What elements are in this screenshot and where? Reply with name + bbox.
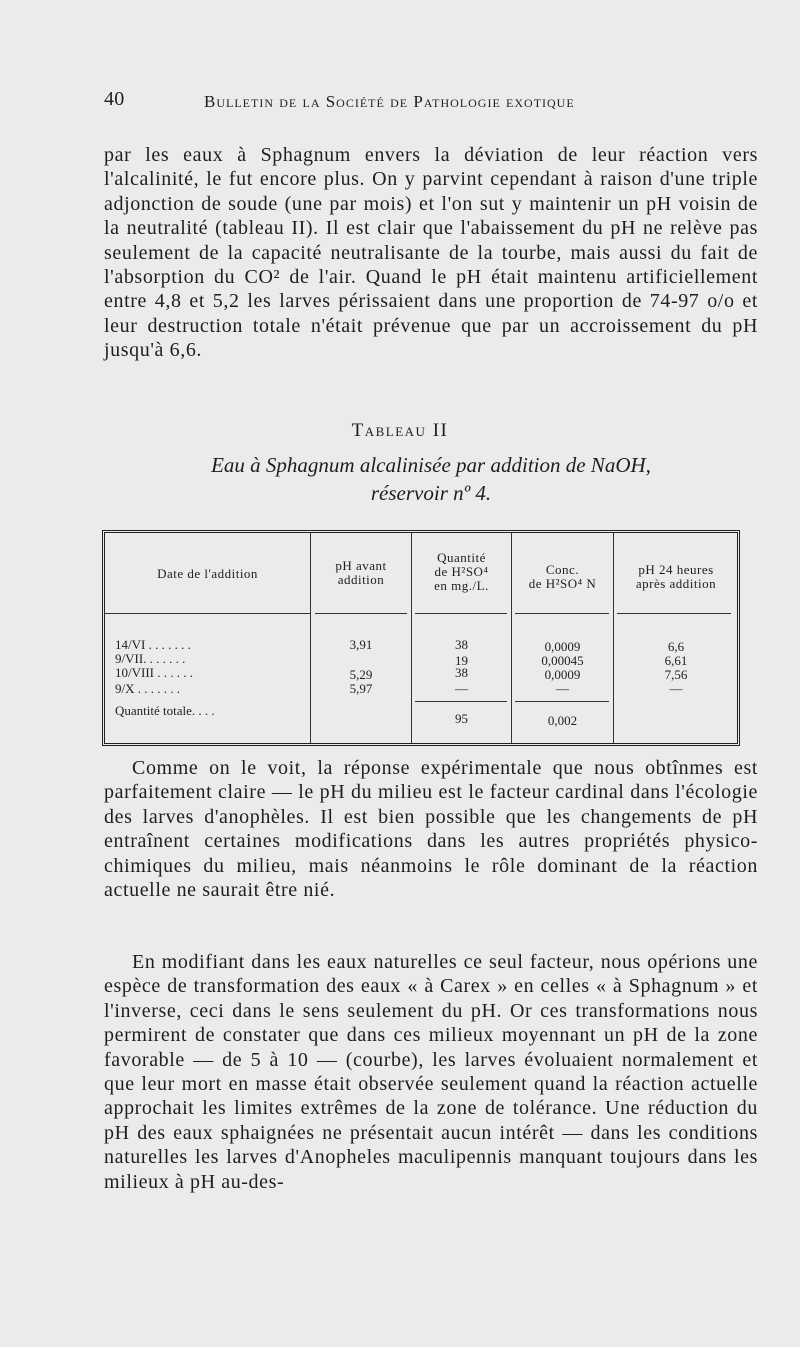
table-cell-date: 14/VI . . . . . . . <box>115 637 191 652</box>
table-cell-ph-after: 7,56 <box>664 667 688 682</box>
table-total-label: Quantité totale. . . . <box>115 703 215 718</box>
table-cell-quantity: 19 <box>455 653 468 668</box>
page-number: 40 <box>104 88 125 110</box>
table-cell-concentration: 0,0009 <box>544 639 581 654</box>
table-cell-ph-before: 5,29 <box>349 667 373 682</box>
paragraph-2: Comme on le voit, la réponse expérimentale que nous obtînmes est parfaitement claire — le pH du milieu est le facteur cardinal dans l'écologie des larves d'anophèles. Il est bien possible que les changements de pH entraînent certaines modifications dans les autres propriétés physico-chimiques du milieu, mais néanmoins le rôle dominant de la réaction actuelle ne saurait être nié. <box>104 757 758 902</box>
header-rule <box>617 613 731 614</box>
table-cell-concentration: 0,00045 <box>541 653 584 668</box>
header-rule <box>415 613 507 614</box>
table-cell-date: 10/VIII . . . . . . <box>115 665 193 680</box>
header-ph-before: pH avant addition <box>335 558 387 587</box>
total-rule <box>515 701 609 702</box>
header-quantity: Quantité de H²SO⁴ en mg./L. <box>434 550 489 593</box>
header-date: Date de l'addition <box>157 566 258 581</box>
table-cell-ph-before: 5,97 <box>349 681 373 696</box>
table-cell-quantity: 38 <box>455 665 468 680</box>
running-title: Bulletin de la Société de Pathologie exotique <box>204 92 575 111</box>
table-cell-quantity: — <box>455 681 468 696</box>
table-total-quantity: 95 <box>455 711 468 726</box>
table-cell-date: 9/X . . . . . . . <box>115 681 180 696</box>
table-cell-ph-after: 6,6 <box>667 639 685 654</box>
table-total-concentration: 0,002 <box>547 713 578 728</box>
table-cell-quantity: 38 <box>455 637 468 652</box>
table-caption-line-1: Eau à Sphagnum alcalinisée par addition de NaOH, <box>211 453 651 477</box>
header-rule <box>105 613 310 614</box>
table-cell-ph-after: — <box>669 681 683 696</box>
table-cell-concentration: — <box>556 681 569 696</box>
header-ph-after: pH 24 heures après addition <box>635 562 717 591</box>
table-caption <box>104 451 758 507</box>
table-cell-ph-after: 6,61 <box>664 653 688 668</box>
table-title: Tableau II <box>351 420 449 441</box>
table-cell-date: 9/VII. . . . . . . <box>115 651 186 666</box>
table-cell-ph-before: 3,91 <box>349 637 373 652</box>
table-cell-concentration: 0,0009 <box>544 667 581 682</box>
total-rule <box>415 701 507 702</box>
header-rule <box>515 613 609 614</box>
header-concentration: Conc. de H²SO⁴ N <box>528 562 597 591</box>
header-rule <box>315 613 407 614</box>
paragraph-1: par les eaux à Sphagnum envers la déviation de leur réaction vers l'alcalinité, le fut encore plus. On y parvint cependant à raison d'une triple adjonction de soude (une par mois) et l'on sut y maintenir un pH voisin de la neutralité (tableau II). Il est clair que l'abaissement du pH ne relève pas seulement de la capacité neutralisante de la tourbe, mais aussi du fait de l'absorption du CO² de l'air. Quand le pH était maintenu artificiellement entre 4,8 et 5,2 les larves périssaient dans une proportion de 74-97 o/o et leur destruction totale n'était prévenue que par un accroissement du pH jusqu'à 6,6. <box>104 144 758 362</box>
paragraph-3: En modifiant dans les eaux naturelles ce seul facteur, nous opérions une espèce de transformation des eaux « à Carex » en celles « à Sphagnum » et l'inverse, ceci dans le sens seulement du pH. Or ces transformations nous permirent de constater que dans ces milieux moyennant un pH de la zone favorable — de 5 à 10 — (courbe), les larves évoluaient normalement et que leur mort en masse était observée seulement quand la réaction actuelle approchait les limites extrêmes de la zone de tolérance. Une réduction du pH des eaux sphaignées ne présentait aucun intérêt — dans les conditions naturelles les larves d'Anopheles maculipennis manquant toujours dans les milieux à pH au-des- <box>104 951 758 1193</box>
table-caption-line-2: réservoir nº 4. <box>370 481 492 505</box>
data-table <box>102 530 740 746</box>
